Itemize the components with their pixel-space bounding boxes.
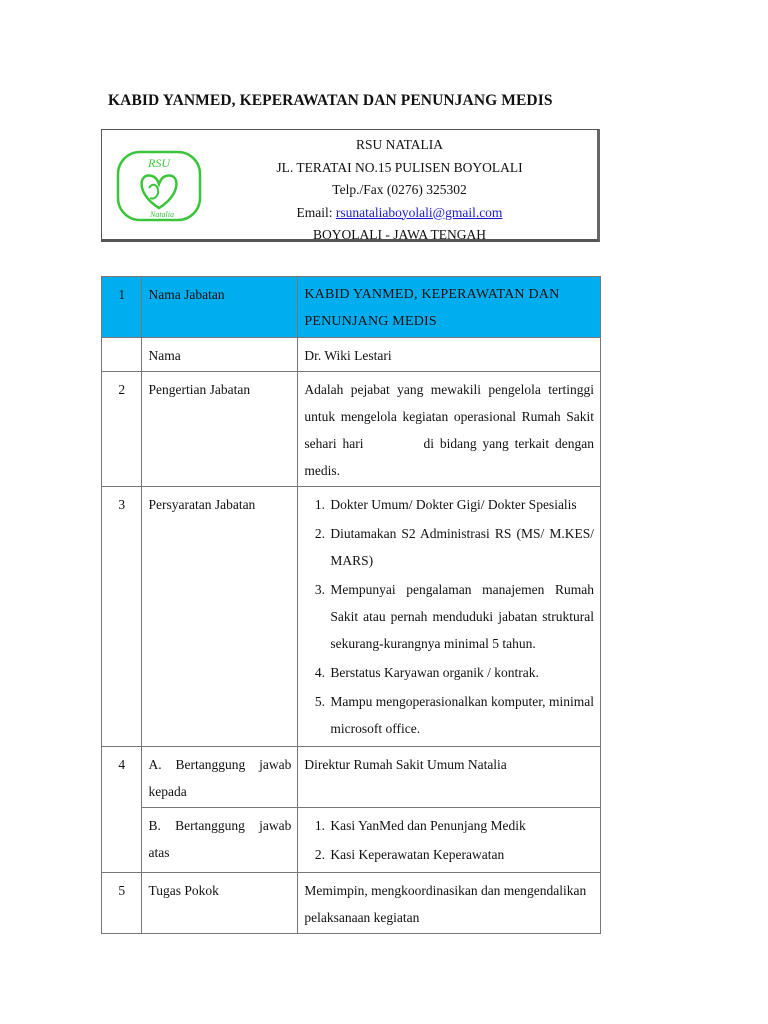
logo-text-bottom: Natalia: [149, 210, 175, 219]
requirements-list: [304, 491, 594, 742]
list-item: 4. Berstatus Karyawan organik / kontrak.: [328, 659, 594, 686]
hospital-address: JL. TERATAI NO.15 PULISEN BOYOLALI: [276, 159, 523, 175]
definition-text-a: Adalah pejabat yang mewakili pengelola tertinggi untuk mengelola kegiatan operasional Rumah Sakit sehari hari: [304, 382, 594, 451]
hospital-name: RSU NATALIA: [355, 137, 444, 152]
list-item: 3. Mempunyai pengalaman manajemen Rumah Sakit atau pernah menduduki jabatan struktural sekurang-kurangnya minimal 5 tahun.: [328, 576, 594, 657]
definition-text-b: di bidang yang terkait dengan medis.: [304, 436, 594, 478]
responsible-for-value: [298, 808, 601, 873]
row-number: 4: [102, 747, 142, 873]
main-duty-value: Memimpin, mengkoordinasikan dan mengendalikan pelaksanaan kegiatan: [298, 873, 601, 934]
requirements-value: [298, 487, 601, 747]
row-label: Nama: [142, 338, 298, 372]
letterhead-text: [252, 134, 547, 247]
row-number: 5: [102, 873, 142, 934]
row-label: Tugas Pokok: [142, 873, 298, 934]
name-value: Dr. Wiki Lestari: [298, 338, 601, 372]
table-row: [102, 808, 601, 873]
hospital-email-line: [252, 202, 547, 225]
hospital-logo: [116, 150, 202, 222]
row-number: 2: [102, 372, 142, 487]
table-row: [102, 747, 601, 808]
list-item: 2. Diutamakan S2 Administrasi RS (MS/ M.KES/ MARS): [328, 520, 594, 574]
hospital-phone: Telp./Fax (0276) 325302: [332, 182, 467, 197]
logo-text-top: RSU: [148, 156, 170, 170]
row-number: 1: [102, 277, 142, 338]
letterhead: [101, 129, 600, 242]
row-label: B. Bertanggung jawab atas: [142, 808, 298, 873]
list-item: 2. Kasi Keperawatan Keperawatan: [328, 841, 594, 868]
row-label: Nama Jabatan: [142, 277, 298, 338]
table-row: [102, 277, 601, 338]
list-item: 1. Kasi YanMed dan Penunjang Medik: [328, 812, 594, 839]
list-item: 5. Mampu mengoperasionalkan komputer, minimal microsoft office.: [328, 688, 594, 742]
table-row: [102, 338, 601, 372]
responsible-to-value: Direktur Rumah Sakit Umum Natalia: [298, 747, 601, 808]
table-row: [102, 873, 601, 934]
email-label: Email:: [296, 204, 336, 220]
responsible-for-list: [304, 812, 594, 868]
hospital-city: BOYOLALI - JAWA TENGAH: [312, 227, 487, 242]
job-title-value: KABID YANMED, KEPERAWATAN DAN PENUNJANG MEDIS: [298, 277, 601, 338]
job-description-table: [101, 276, 601, 934]
table-row: [102, 372, 601, 487]
row-label: Persyaratan Jabatan: [142, 487, 298, 747]
document-title: KABID YANMED, KEPERAWATAN DAN PENUNJANG MEDIS: [108, 92, 553, 109]
definition-value: [298, 372, 601, 487]
row-label: A. Bertanggung jawab kepada: [142, 747, 298, 808]
row-label: Pengertian Jabatan: [142, 372, 298, 487]
row-number: 3: [102, 487, 142, 747]
list-item: 1. Dokter Umum/ Dokter Gigi/ Dokter Spesialis: [328, 491, 594, 518]
table-row: [102, 487, 601, 747]
email-link[interactable]: rsunataliaboyolali@gmail.com: [335, 204, 503, 220]
row-number: [102, 338, 142, 372]
